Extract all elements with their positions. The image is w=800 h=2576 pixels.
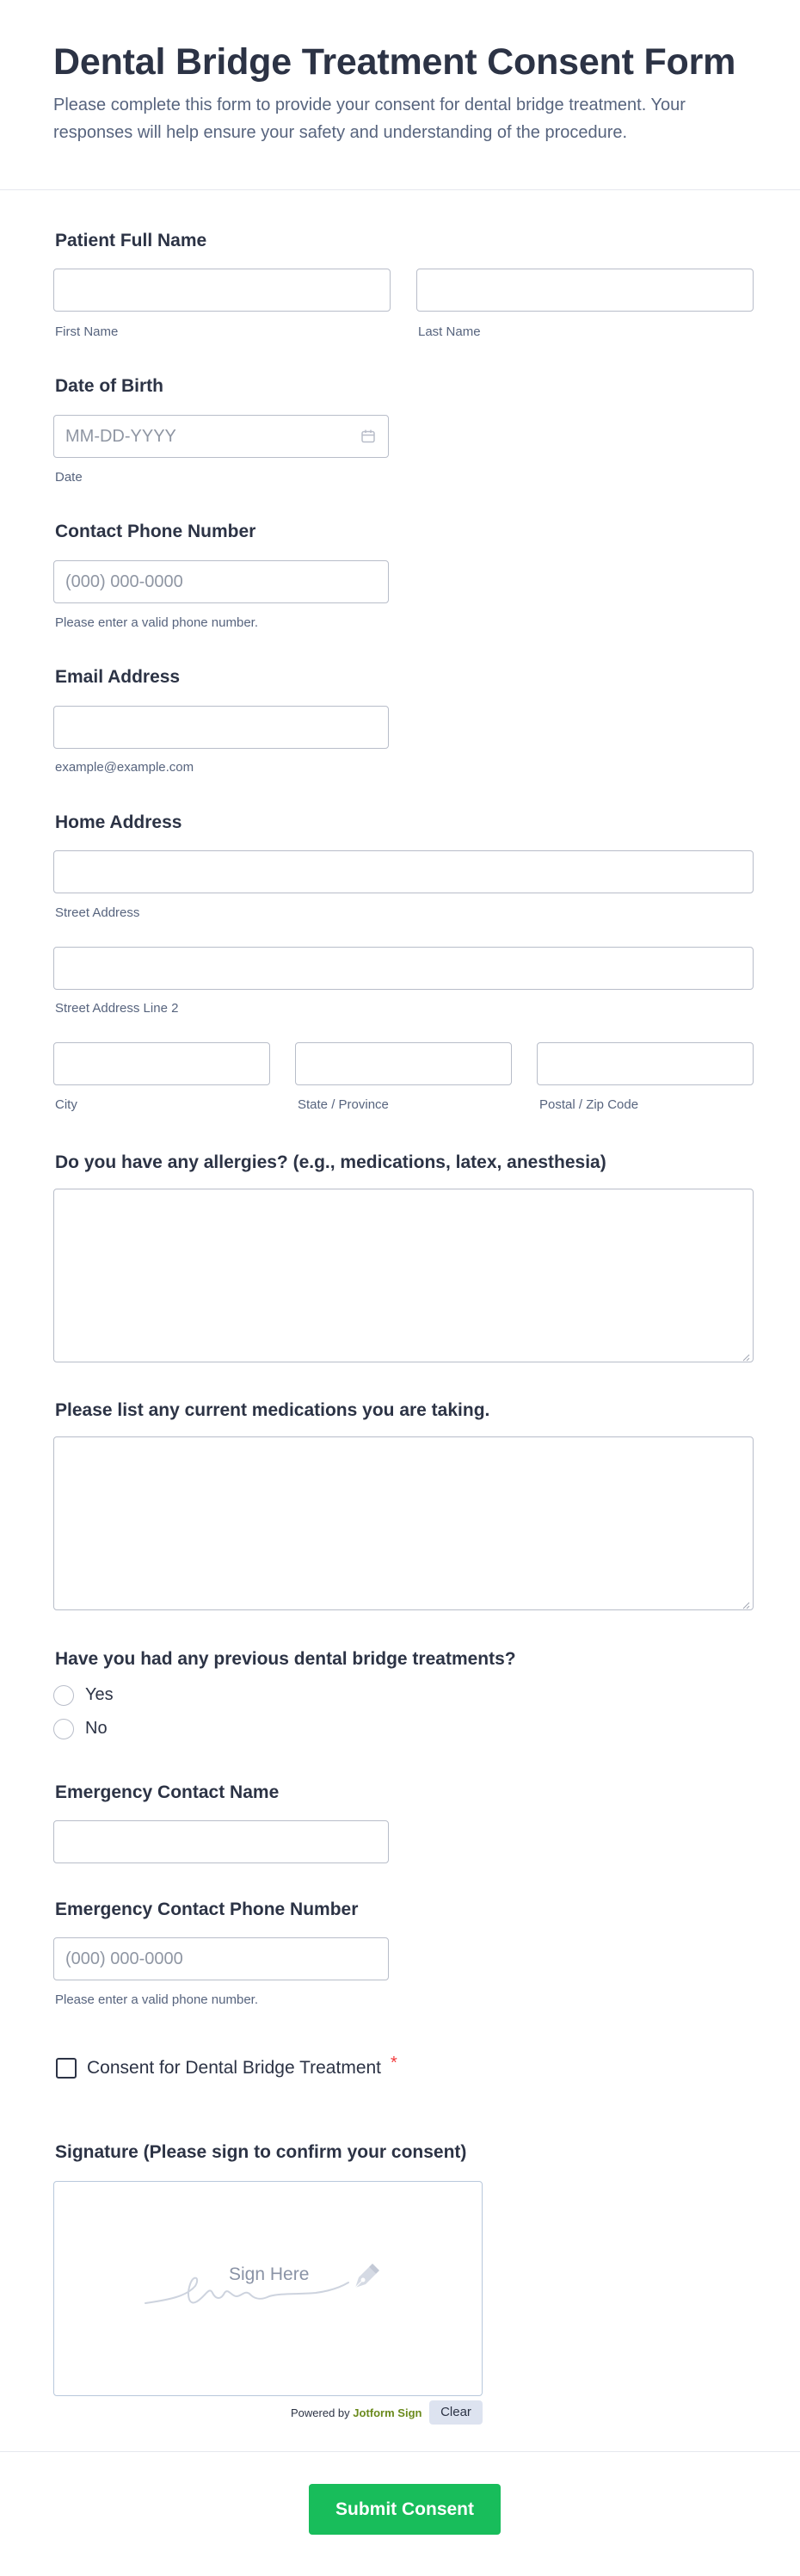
email-input[interactable] bbox=[53, 706, 389, 749]
emergency-phone-input[interactable] bbox=[53, 1937, 389, 1980]
clear-signature-button[interactable]: Clear bbox=[429, 2400, 483, 2425]
medications-textarea[interactable] bbox=[53, 1436, 754, 1610]
emergency-phone-label: Emergency Contact Phone Number bbox=[55, 1900, 359, 1919]
first-name-input[interactable] bbox=[53, 269, 391, 312]
address-label: Home Address bbox=[55, 812, 182, 832]
calendar-icon[interactable] bbox=[360, 429, 376, 444]
submit-button[interactable]: Submit Consent bbox=[309, 2484, 501, 2535]
signature-pad[interactable] bbox=[53, 2181, 483, 2396]
powered-by-text bbox=[291, 2406, 422, 2419]
consent-label[interactable]: Consent for Dental Bridge Treatment bbox=[87, 2058, 382, 2078]
city-input[interactable] bbox=[53, 1042, 270, 1085]
email-label: Email Address bbox=[55, 667, 181, 687]
allergies-label: Do you have any allergies? (e.g., medications, latex, anesthesia) bbox=[55, 1152, 606, 1172]
city-sublabel: City bbox=[55, 1097, 77, 1112]
dob-sublabel: Date bbox=[55, 470, 83, 485]
consent-checkbox[interactable] bbox=[56, 2058, 77, 2079]
first-name-sublabel: First Name bbox=[55, 324, 119, 339]
radio-no-circle[interactable] bbox=[53, 1719, 74, 1739]
emergency-name-input[interactable] bbox=[53, 1820, 389, 1863]
signature-scribble-icon bbox=[144, 2262, 359, 2313]
radio-no-label[interactable]: No bbox=[85, 1719, 108, 1738]
footer-divider bbox=[0, 2451, 800, 2452]
radio-yes-label[interactable]: Yes bbox=[85, 1685, 114, 1704]
form-subtitle: Please complete this form to provide your consent for dental bridge treatment. Your responses will help ensure your safety and understanding of the procedure. bbox=[53, 96, 686, 142]
dob-label: Date of Birth bbox=[55, 376, 163, 396]
radio-yes-circle[interactable] bbox=[53, 1685, 74, 1706]
medications-label: Please list any current medications you are taking. bbox=[55, 1400, 490, 1420]
patient-name-label: Patient Full Name bbox=[55, 231, 207, 250]
phone-label: Contact Phone Number bbox=[55, 522, 256, 541]
street-address-input[interactable] bbox=[53, 850, 754, 893]
dob-placeholder: MM-DD-YYYY bbox=[65, 427, 176, 446]
powered-by-prefix: Powered by bbox=[291, 2406, 350, 2419]
form-header bbox=[0, 0, 800, 190]
sign-here-placeholder: Sign Here bbox=[229, 2264, 310, 2284]
zip-sublabel: Postal / Zip Code bbox=[539, 1097, 639, 1112]
signature-label: Signature (Please sign to confirm your consent) bbox=[55, 2142, 467, 2162]
last-name-input[interactable] bbox=[416, 269, 754, 312]
state-sublabel: State / Province bbox=[298, 1097, 389, 1112]
phone-placeholder: (000) 000-0000 bbox=[65, 572, 183, 591]
phone-input[interactable] bbox=[53, 560, 389, 603]
street-address-line2-input[interactable] bbox=[53, 947, 754, 990]
emergency-phone-placeholder: (000) 000-0000 bbox=[65, 1949, 183, 1968]
pen-icon bbox=[350, 2262, 381, 2293]
resize-handle-icon[interactable] bbox=[742, 1598, 750, 1607]
street-address-line2-sublabel: Street Address Line 2 bbox=[55, 1001, 179, 1016]
dob-input[interactable] bbox=[53, 415, 389, 458]
zip-input[interactable] bbox=[537, 1042, 754, 1085]
form-title: Dental Bridge Treatment Consent Form bbox=[53, 41, 736, 83]
last-name-sublabel: Last Name bbox=[418, 324, 481, 339]
emergency-phone-sublabel: Please enter a valid phone number. bbox=[55, 1992, 258, 2007]
required-asterisk: * bbox=[391, 2054, 397, 2073]
resize-handle-icon[interactable] bbox=[742, 1350, 750, 1359]
emergency-name-label: Emergency Contact Name bbox=[55, 1782, 280, 1802]
allergies-textarea[interactable] bbox=[53, 1189, 754, 1362]
jotform-sign-brand[interactable]: Jotform Sign bbox=[353, 2406, 422, 2419]
email-sublabel: example@example.com bbox=[55, 760, 194, 775]
previous-treatment-label: Have you had any previous dental bridge treatments? bbox=[55, 1649, 516, 1669]
state-input[interactable] bbox=[295, 1042, 512, 1085]
street-address-sublabel: Street Address bbox=[55, 905, 140, 920]
phone-sublabel: Please enter a valid phone number. bbox=[55, 615, 258, 630]
